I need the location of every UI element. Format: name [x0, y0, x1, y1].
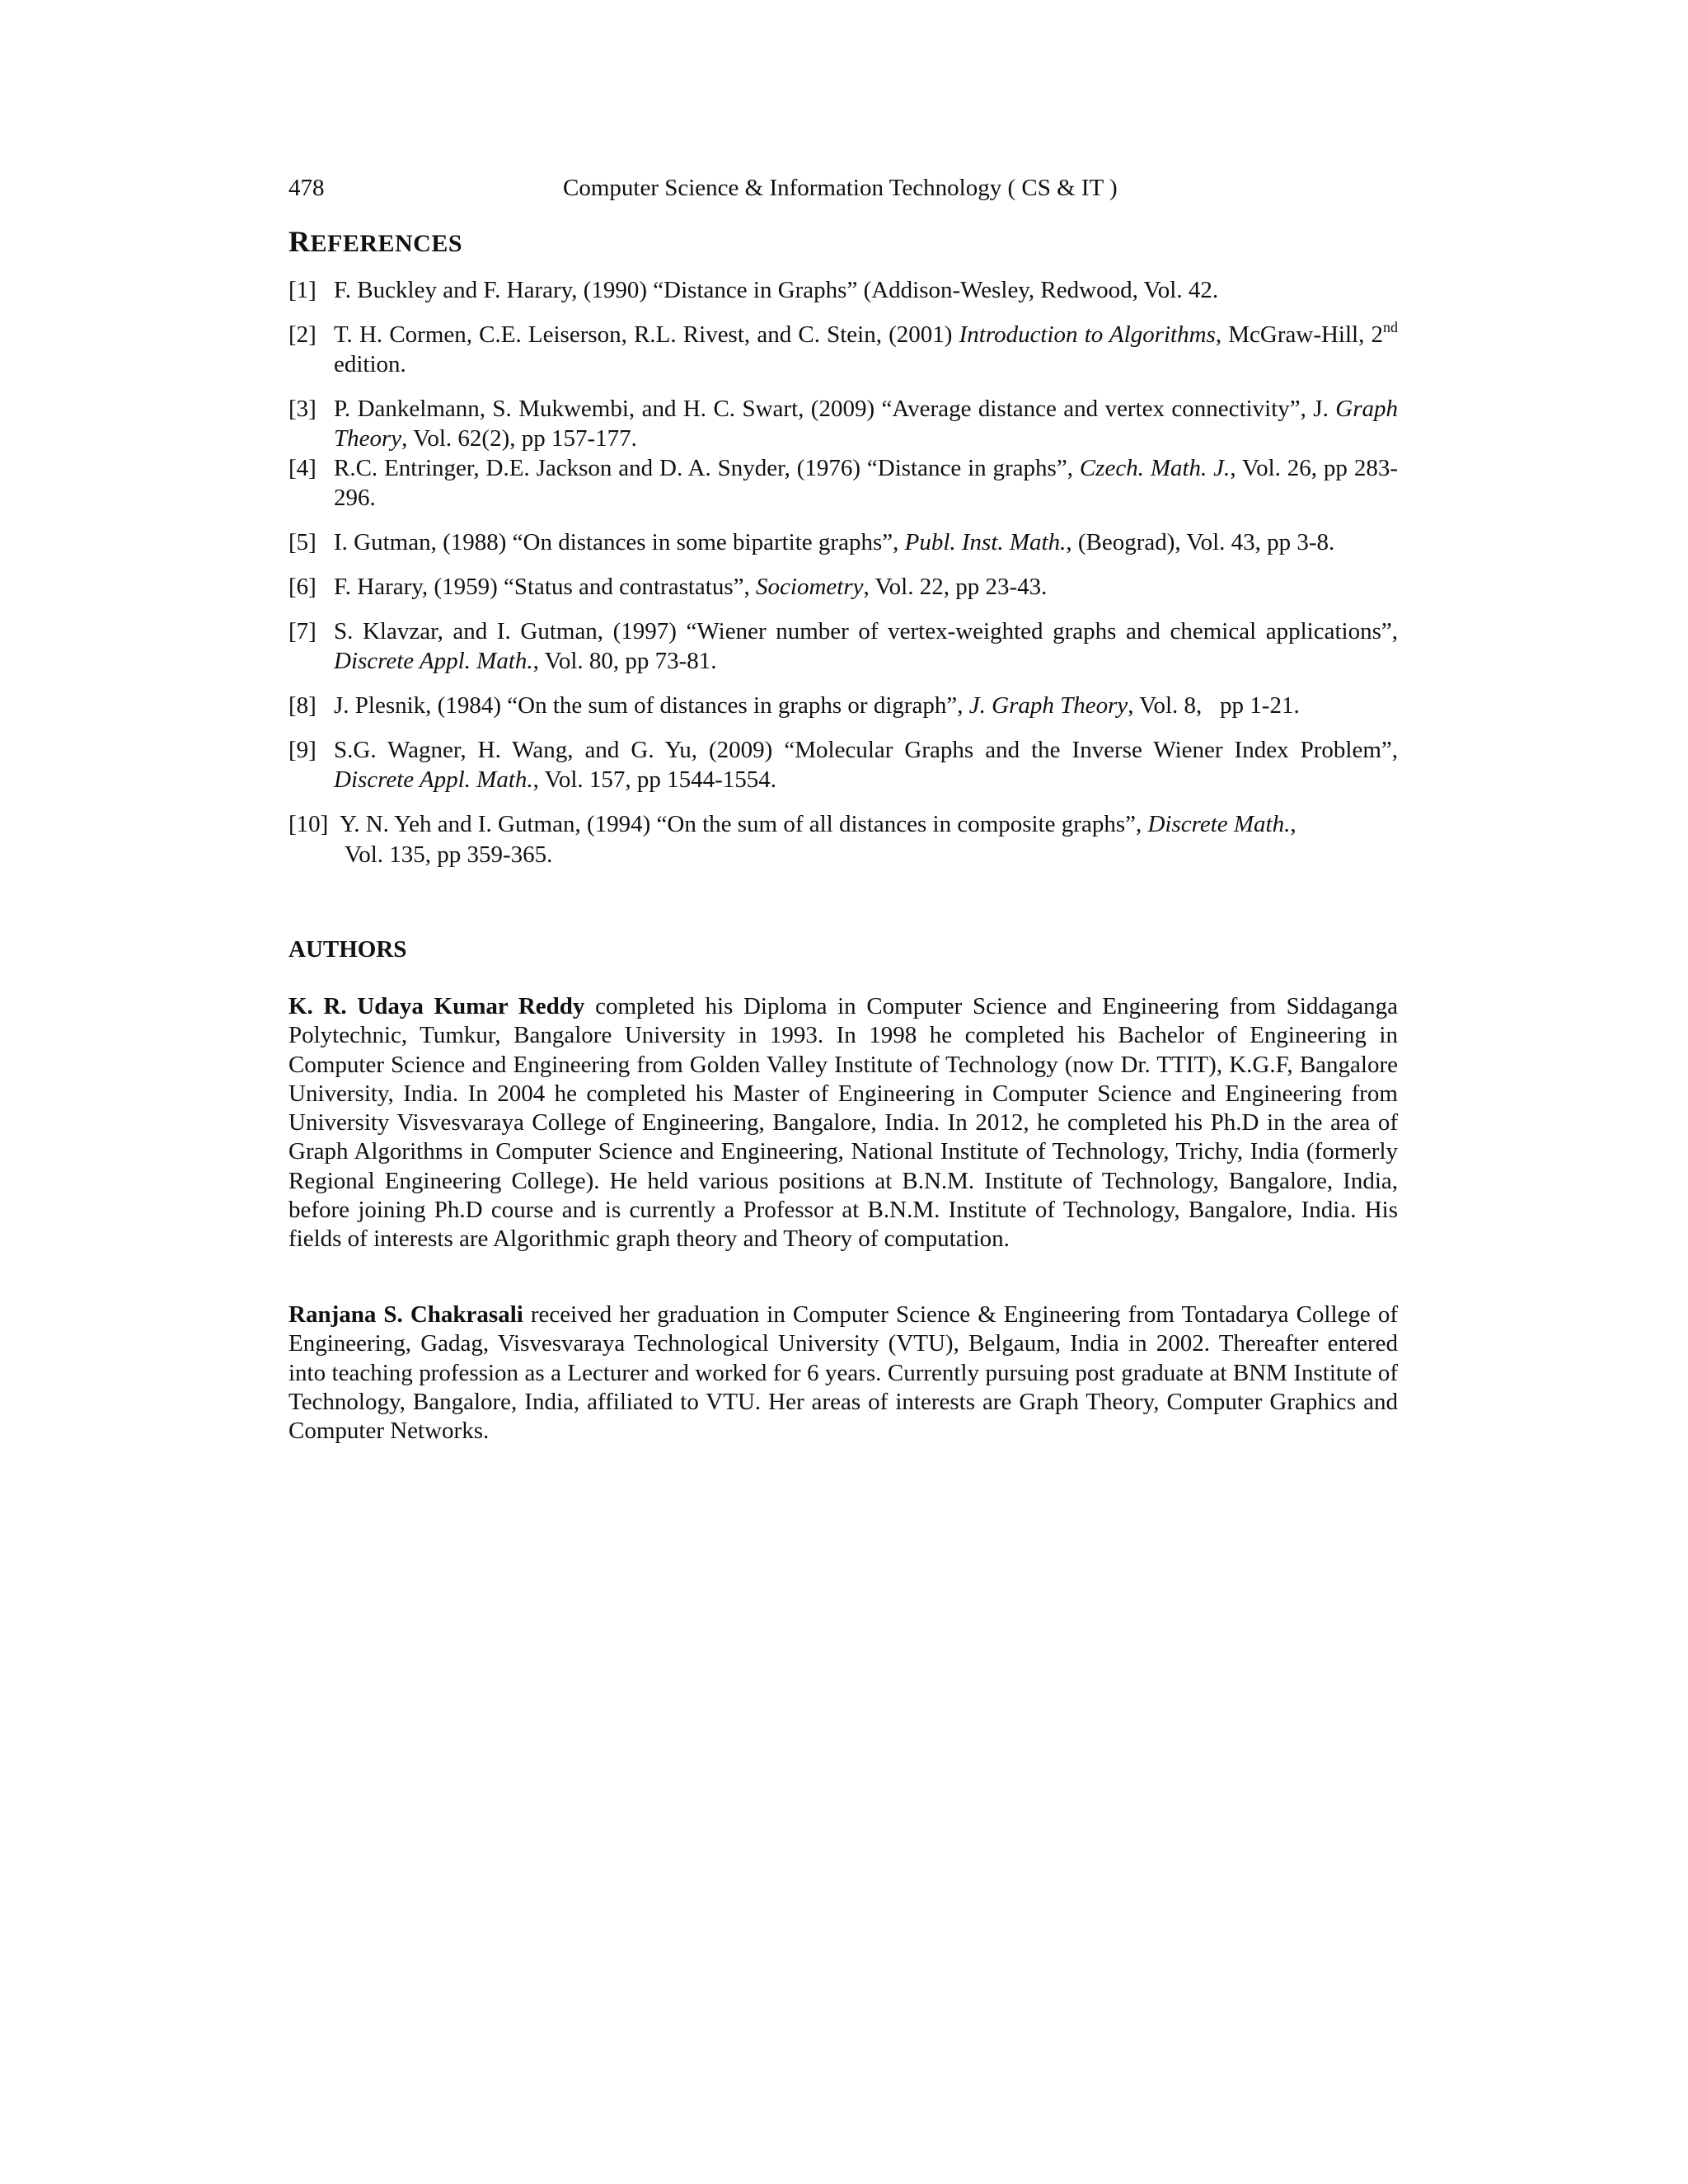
reference-number: [5]: [288, 529, 316, 555]
reference-journal-italic: Sociometry: [756, 574, 864, 600]
running-header: [288, 175, 1398, 208]
reference-text: [334, 275, 1398, 305]
reference-text-part: F. Harary, (1959) “Status and contrastatus”,: [334, 574, 757, 600]
reference-journal-italic: Czech. Math. J.: [1079, 455, 1231, 481]
reference-item-4: [288, 453, 1398, 513]
reference-text-part: edition.: [334, 351, 406, 377]
reference-number: [2]: [288, 321, 316, 348]
reference-text: [334, 320, 1398, 379]
reference-number: [3]: [288, 396, 316, 422]
reference-text-part: , Vol. 22, pp 23-43.: [863, 574, 1048, 600]
reference-text-part: S. Klavzar, and I. Gutman, (1997) “Wiener number of vertex-weighted graphs and chemical applications”,: [334, 618, 1398, 644]
author-bio-text: completed his Diploma in Computer Science and Engineering from Siddaganga Polytechnic, Tumkur, Bangalore University in 1993. In 1998 he completed his Bachelor of Engineering in Computer Science and Engineering from Golden Valley Institute of Technology (now Dr. TTIT), K.G.F, Bangalore University, India. In 2004 he completed his Master of Engineering in Computer Science and Engineering from University Visvesvaraya College of Engineering, Bangalore, India. In 2012, he completed his Ph.D in the area of Graph Algorithms in Computer Science and Engineering, National Institute of Technology, Trichy, India (formerly Regional Engineering College). He held various positions at B.N.M. Institute of Technology, Bangalore, India, before joining Ph.D course and is currently a Professor at B.N.M. Institute of Technology, Bangalore, India. His fields of interests are Algorithmic graph theory and Theory of computation.: [288, 993, 1398, 1253]
references-heading: [288, 224, 462, 259]
reference-item-3: [288, 394, 1398, 453]
reference-superscript: nd: [1383, 319, 1399, 335]
reference-text: [334, 453, 1398, 513]
reference-text: [334, 527, 1398, 557]
reference-text-part: ,: [1290, 811, 1296, 837]
journal-title: Computer Science & Information Technology ( CS & IT ): [563, 175, 1118, 201]
reference-journal-italic: Discrete Math.: [1147, 811, 1291, 837]
references-heading-initial: R: [288, 225, 311, 258]
reference-item-2: [288, 320, 1398, 379]
reference-number: [7]: [288, 618, 316, 644]
reference-text-part: Y. N. Yeh and I. Gutman, (1994) “On the sum of all distances in composite graphs”,: [340, 811, 1148, 837]
reference-text-part: J. Plesnik, (1984) “On the sum of distances in graphs or digraph”,: [334, 692, 969, 719]
author-name: K. R. Udaya Kumar Reddy: [288, 993, 585, 1019]
reference-number: [9]: [288, 737, 316, 763]
page-number: 478: [288, 175, 325, 201]
reference-number: [1]: [288, 277, 316, 303]
reference-list: [288, 275, 1398, 870]
reference-text-part: , Vol. 80, pp 73-81.: [532, 648, 717, 674]
reference-item-6: [288, 572, 1398, 602]
reference-text-part: , Vol. 62(2), pp 157-177.: [401, 425, 637, 452]
reference-text-part: P. Dankelmann, S. Mukwembi, and H. C. Swart, (2009) “Average distance and vertex connectivity”, J.: [334, 396, 1336, 422]
author-bio-text: received her graduation in Computer Science & Engineering from Tontadarya College of Engineering, Gadag, Visvesvaraya Technological University (VTU), Belgaum, India in 2002. Thereafter entered into teaching profession as a Lecturer and worked for 6 years. Currently pursuing post graduate at BNM Institute of Technology, Bangalore, India, affiliated to VTU. Her areas of interests are Graph Theory, Computer Graphics and Computer Networks.: [288, 1301, 1398, 1445]
reference-text-part: R.C. Entringer, D.E. Jackson and D. A. Snyder, (1976) “Distance in graphs”,: [334, 455, 1080, 481]
reference-text-part: , Vol. 157, pp 1544-1554.: [532, 766, 777, 793]
reference-number: [6]: [288, 574, 316, 600]
reference-text-part: T. H. Cormen, C.E. Leiserson, R.L. Rivest, and C. Stein, (2001): [334, 321, 959, 348]
reference-text-part: I. Gutman, (1988) “On distances in some bipartite graphs”,: [334, 529, 905, 555]
reference-item-8: [288, 691, 1398, 720]
reference-text: [334, 572, 1398, 602]
reference-item-7: [288, 616, 1398, 676]
reference-text-part: , McGraw-Hill, 2: [1215, 321, 1384, 348]
reference-number: [10]: [288, 811, 329, 837]
author-bio: [288, 992, 1398, 1254]
reference-item-5: [288, 527, 1398, 557]
reference-journal-italic: Graph Theory: [334, 396, 1398, 452]
reference-text: [334, 735, 1398, 794]
reference-text-part: , Vol. 26, pp 283-296.: [334, 455, 1398, 511]
reference-text-part: , Vol. 8, pp 1-21.: [1128, 692, 1300, 719]
author-name: Ranjana S. Chakrasali: [288, 1301, 523, 1328]
reference-number: [8]: [288, 692, 316, 719]
reference-item-9: [288, 735, 1398, 794]
reference-journal-italic: Discrete Appl. Math.: [334, 766, 533, 793]
reference-number: [4]: [288, 455, 316, 481]
reference-text-part: S.G. Wagner, H. Wang, and G. Yu, (2009) “Molecular Graphs and the Inverse Wiener Index Problem”,: [334, 737, 1398, 763]
reference-text-part: F. Buckley and F. Harary, (1990) “Distance in Graphs” (Addison-Wesley, Redwood, Vol. 42.: [334, 277, 1219, 303]
author-bio: [288, 1301, 1398, 1446]
reference-journal-italic: Publ. Inst. Math.: [904, 529, 1067, 555]
authors-heading: AUTHORS: [288, 936, 407, 963]
reference-text: [334, 616, 1398, 676]
reference-journal-italic: J. Graph Theory: [968, 692, 1128, 719]
reference-text: [340, 809, 1398, 840]
reference-journal-italic: Discrete Appl. Math.: [334, 648, 533, 674]
references-heading-rest: EFERENCES: [310, 230, 463, 257]
reference-text-part: , (Beograd), Vol. 43, pp 3-8.: [1066, 529, 1335, 555]
reference-text-line2: Vol. 135, pp 359-365.: [345, 841, 553, 868]
reference-text: [334, 691, 1398, 720]
reference-title-italic: Introduction to Algorithms: [959, 321, 1216, 348]
reference-item-10: [288, 809, 1398, 870]
reference-text: [334, 394, 1398, 453]
reference-item-1: [288, 275, 1398, 305]
